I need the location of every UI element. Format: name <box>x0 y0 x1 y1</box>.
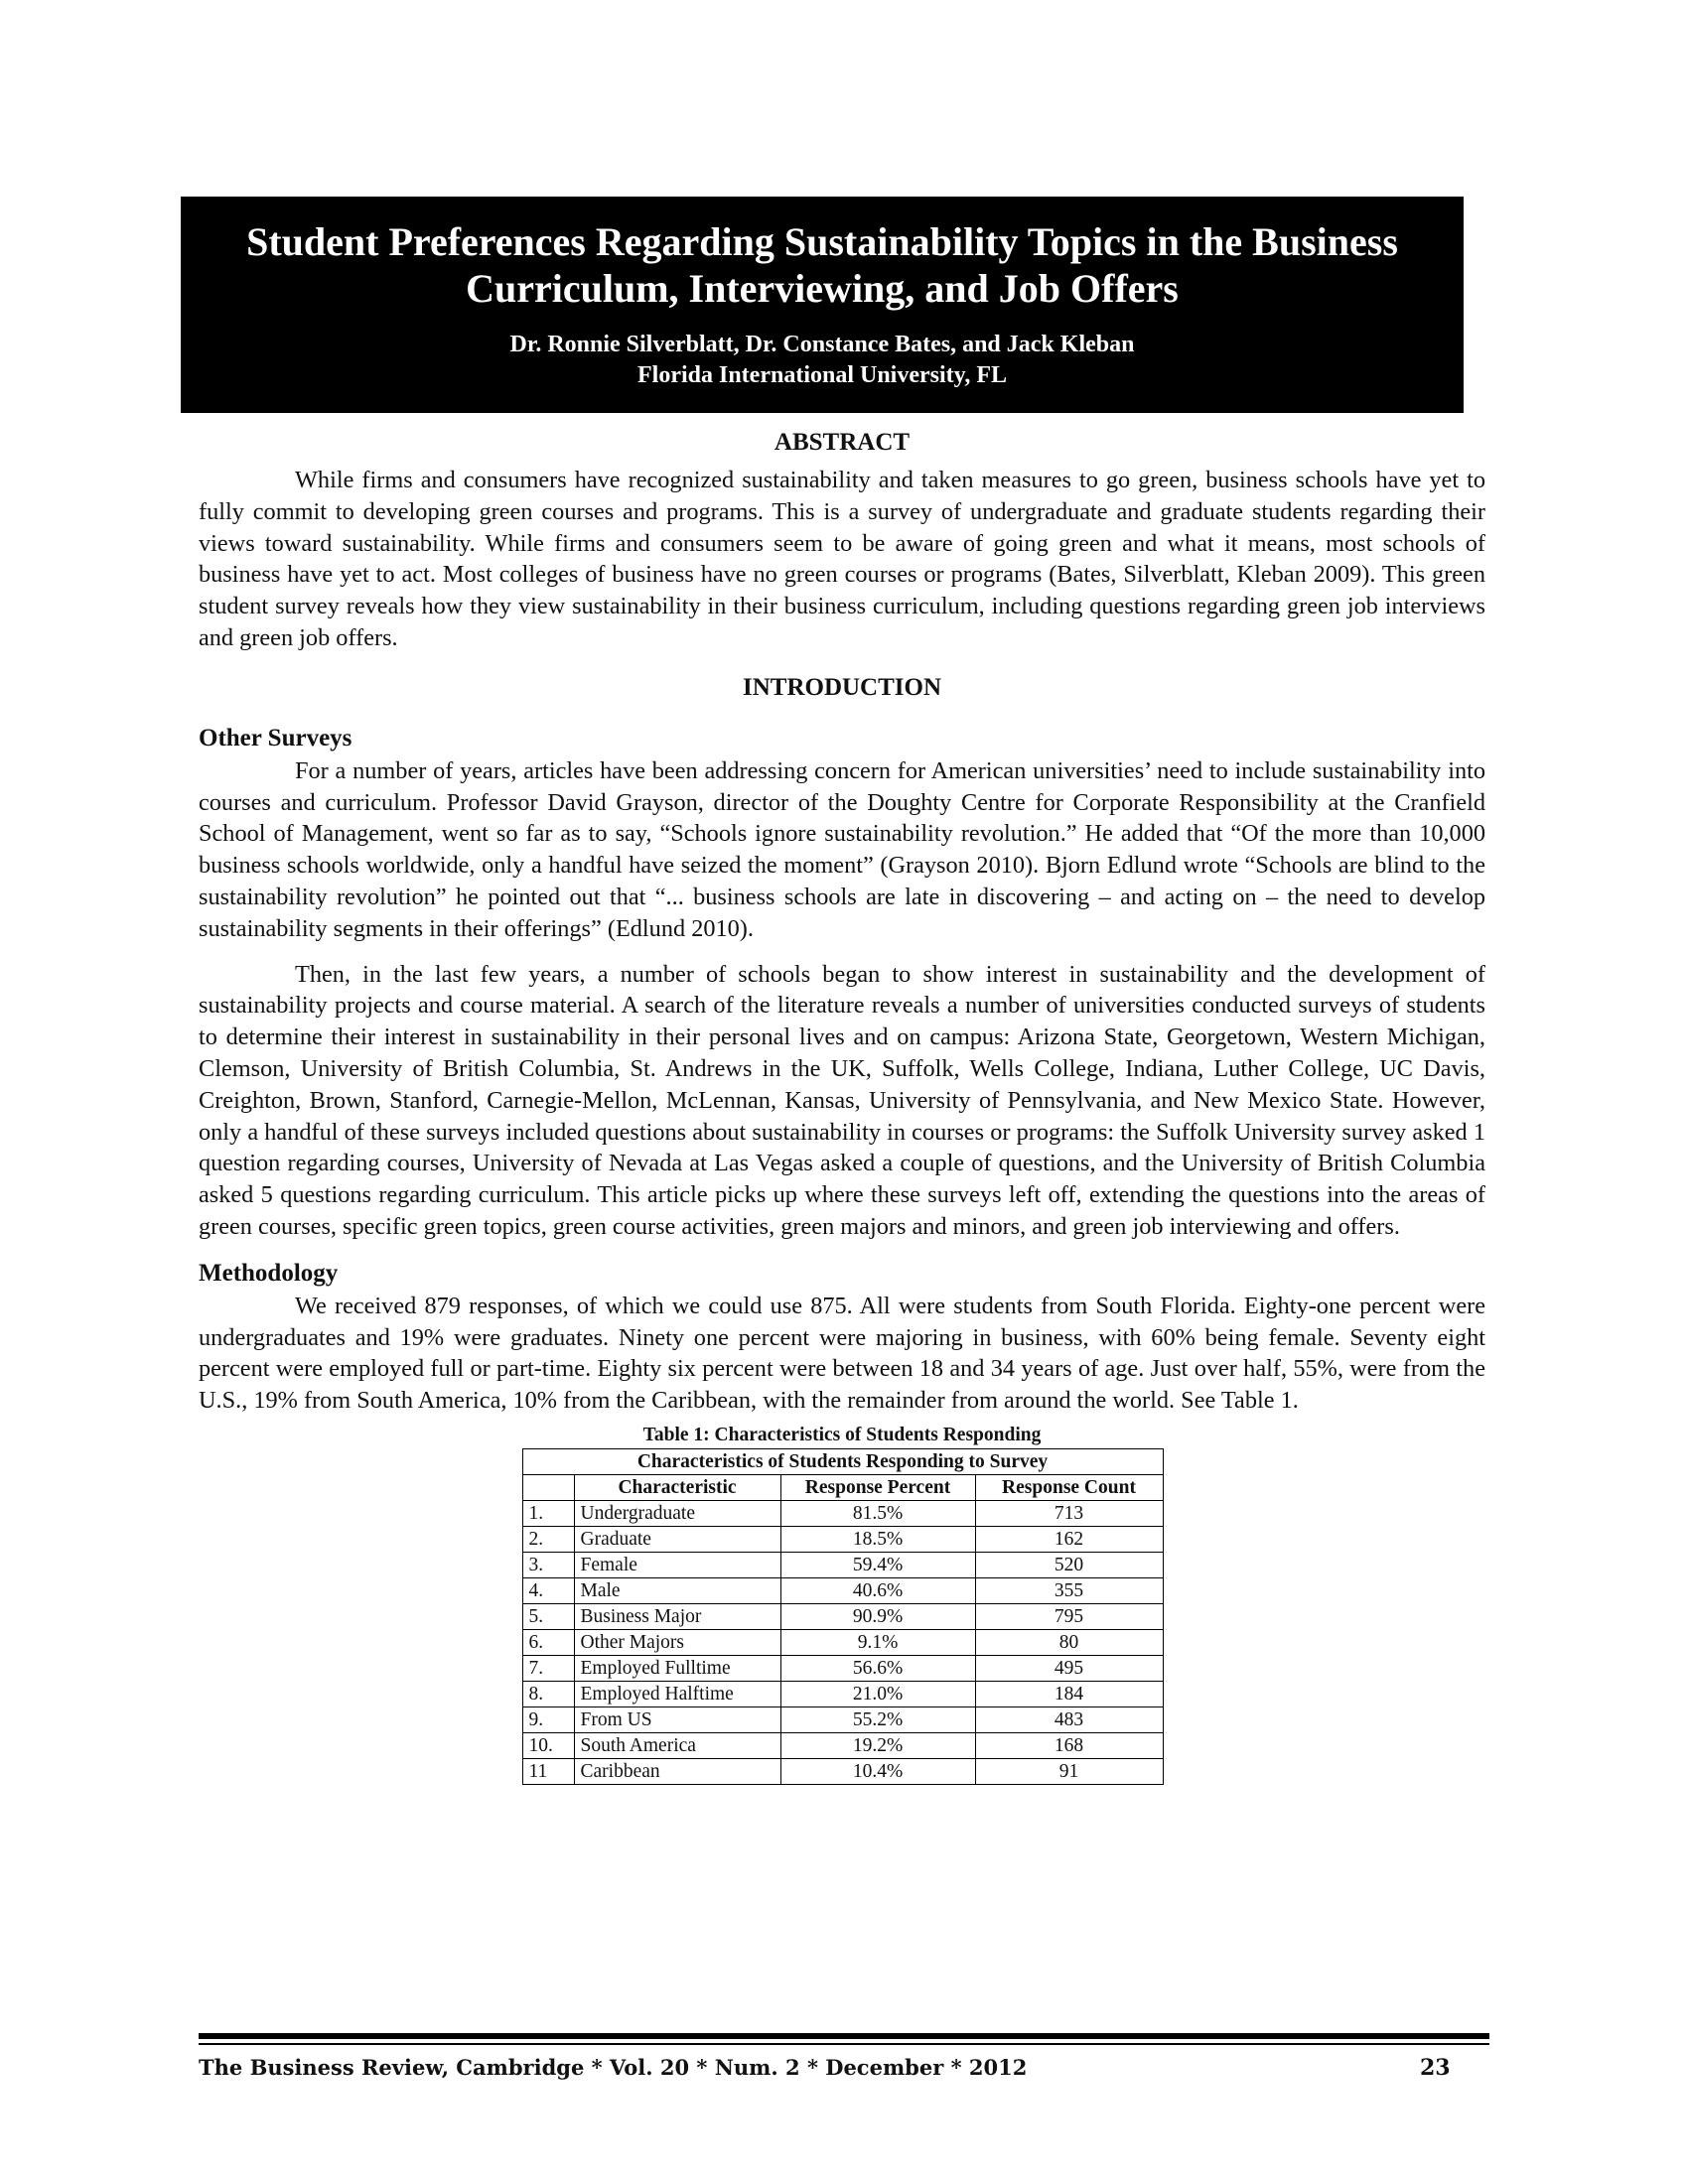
other-surveys-paragraph-1: For a number of years, articles have been addressing concern for American universities’ need to include sustainability into courses and curriculum. Professor David Grayson, director of the Doughty Centre for Corporate Responsibility at the Cranfield School of Management, went so far as to say, “Schools ignore sustainability revolution.” He added that “Of the more than 10,000 business schools worldwide, only a handful have seized the moment” (Grayson 2010). Bjorn Edlund wrote “Schools are blind to the sustainability revolution” he pointed out that “... business schools are late in discovering – and acting on – the need to develop sustainability segments in their offerings” (Edlund 2010). <box>199 756 1485 942</box>
row-percent: 9.1% <box>780 1629 975 1655</box>
table-row <box>522 1758 1163 1784</box>
other-surveys-paragraph-2: Then, in the last few years, a number of schools began to show interest in sustainability and the development of sustainability projects and course material. A search of the literature reveals a number of universities conducted surveys of students to determine their interest in sustainability in their personal lives and on campus: Arizona State, Georgetown, Western Michigan, Clemson, University of British Columbia, St. Andrews in the UK, Suffolk, Wells College, Indiana, Luther College, UC Davis, Creighton, Brown, Stanford, Carnegie-Mellon, McLennan, Kansas, University of Pennsylvania, and New Mexico State. However, only a handful of these surveys included questions about sustainability in courses or programs: the Suffolk University survey asked 1 question regarding courses, University of Nevada at Las Vegas asked a couple of questions, and the University of British Columbia asked 5 questions regarding curriculum. This article picks up where these surveys left off, extending the questions into the areas of green courses, specific green topics, green course activities, green majors and minors, and green job interviewing and offers. <box>199 960 1485 1240</box>
row-number: 7. <box>522 1655 574 1681</box>
row-characteristic: Female <box>574 1552 780 1577</box>
table-header-response-count: Response Count <box>975 1474 1163 1500</box>
paper-body <box>199 425 1485 1785</box>
methodology-heading: Methodology <box>199 1259 339 1287</box>
row-number: 8. <box>522 1681 574 1706</box>
row-count: 162 <box>975 1526 1163 1552</box>
table-header-number <box>522 1474 574 1500</box>
footer-page-number: 23 <box>1420 2055 1451 2081</box>
table-1-caption: Table 1: Characteristics of Students Responding <box>642 1424 1042 1445</box>
row-number: 3. <box>522 1552 574 1577</box>
table-row <box>522 1603 1163 1629</box>
row-count: 355 <box>975 1577 1163 1603</box>
row-characteristic: South America <box>574 1732 780 1758</box>
row-number: 10. <box>522 1732 574 1758</box>
row-characteristic: Employed Halftime <box>574 1681 780 1706</box>
table-1 <box>522 1448 1164 1785</box>
row-count: 713 <box>975 1500 1163 1526</box>
row-count: 520 <box>975 1552 1163 1577</box>
paper-affiliation: Florida International University, FL <box>637 362 1007 388</box>
row-characteristic: From US <box>574 1706 780 1732</box>
title-block <box>181 197 1464 413</box>
row-percent: 18.5% <box>780 1526 975 1552</box>
table-row <box>522 1681 1163 1706</box>
table-row <box>522 1732 1163 1758</box>
row-characteristic: Graduate <box>574 1526 780 1552</box>
row-percent: 90.9% <box>780 1603 975 1629</box>
footer-journal: The Business Review, Cambridge * Vol. 20 * Num. 2 * December * 2012 <box>199 2055 1028 2080</box>
row-characteristic: Other Majors <box>574 1629 780 1655</box>
table-row <box>522 1706 1163 1732</box>
introduction-heading: INTRODUCTION <box>742 673 942 701</box>
row-number: 2. <box>522 1526 574 1552</box>
row-number: 11 <box>522 1758 574 1784</box>
row-count: 80 <box>975 1629 1163 1655</box>
table-row <box>522 1577 1163 1603</box>
row-count: 168 <box>975 1732 1163 1758</box>
table-row <box>522 1655 1163 1681</box>
paper-authors: Dr. Ronnie Silverblatt, Dr. Constance Bates, and Jack Kleban <box>509 332 1135 357</box>
methodology-paragraph: We received 879 responses, of which we could use 875. All were students from South Florida. Eighty-one percent were undergraduates and 19% were graduates. Ninety one percent were majoring in business, with 60% being female. Seventy eight percent were employed full or part-time. Eighty six percent were between 18 and 34 years of age. Just over half, 55%, were from the U.S., 19% from South America, 10% from the Caribbean, with the remainder from around the world. See Table 1. <box>199 1292 1485 1415</box>
row-count: 495 <box>975 1655 1163 1681</box>
row-characteristic: Male <box>574 1577 780 1603</box>
row-characteristic: Caribbean <box>574 1758 780 1784</box>
table-row <box>522 1526 1163 1552</box>
row-number: 6. <box>522 1629 574 1655</box>
row-characteristic: Employed Fulltime <box>574 1655 780 1681</box>
other-surveys-heading: Other Surveys <box>199 724 352 751</box>
row-count: 184 <box>975 1681 1163 1706</box>
row-count: 795 <box>975 1603 1163 1629</box>
row-count: 91 <box>975 1758 1163 1784</box>
row-number: 4. <box>522 1577 574 1603</box>
footer-rule-thin <box>199 2043 1489 2045</box>
row-percent: 81.5% <box>780 1500 975 1526</box>
row-percent: 55.2% <box>780 1706 975 1732</box>
row-number: 9. <box>522 1706 574 1732</box>
table-row <box>522 1552 1163 1577</box>
row-percent: 40.6% <box>780 1577 975 1603</box>
row-percent: 19.2% <box>780 1732 975 1758</box>
row-percent: 59.4% <box>780 1552 975 1577</box>
row-characteristic: Business Major <box>574 1603 780 1629</box>
paper-title: Student Preferences Regarding Sustainability Topics in the Business Curriculum, Interviewing, and Job Offers <box>246 219 1398 311</box>
row-percent: 10.4% <box>780 1758 975 1784</box>
row-characteristic: Undergraduate <box>574 1500 780 1526</box>
row-percent: 21.0% <box>780 1681 975 1706</box>
row-percent: 56.6% <box>780 1655 975 1681</box>
abstract-text: While firms and consumers have recognized sustainability and taken measures to go green, business schools have yet to fully commit to developing green courses and programs. This is a survey of undergraduate and graduate students regarding their views toward sustainability. While firms and consumers seem to be aware of going green and what it means, most schools of business have yet to act. Most colleges of business have no green courses or programs (Bates, Silverblatt, Kleban 2009). This green student survey reveals how they view sustainability in their business curriculum, including questions regarding green job interviews and green job offers. <box>199 467 1485 651</box>
table-row <box>522 1629 1163 1655</box>
table-header-characteristic: Characteristic <box>574 1474 780 1500</box>
row-number: 1. <box>522 1500 574 1526</box>
row-number: 5. <box>522 1603 574 1629</box>
abstract-heading: ABSTRACT <box>774 429 911 456</box>
row-count: 483 <box>975 1706 1163 1732</box>
footer-rule-thick <box>199 2033 1489 2039</box>
table-header-response-percent: Response Percent <box>780 1474 975 1500</box>
table-1-super-header: Characteristics of Students Responding to Survey <box>522 1448 1163 1474</box>
table-row <box>522 1500 1163 1526</box>
table-1-container <box>522 1423 1163 1785</box>
